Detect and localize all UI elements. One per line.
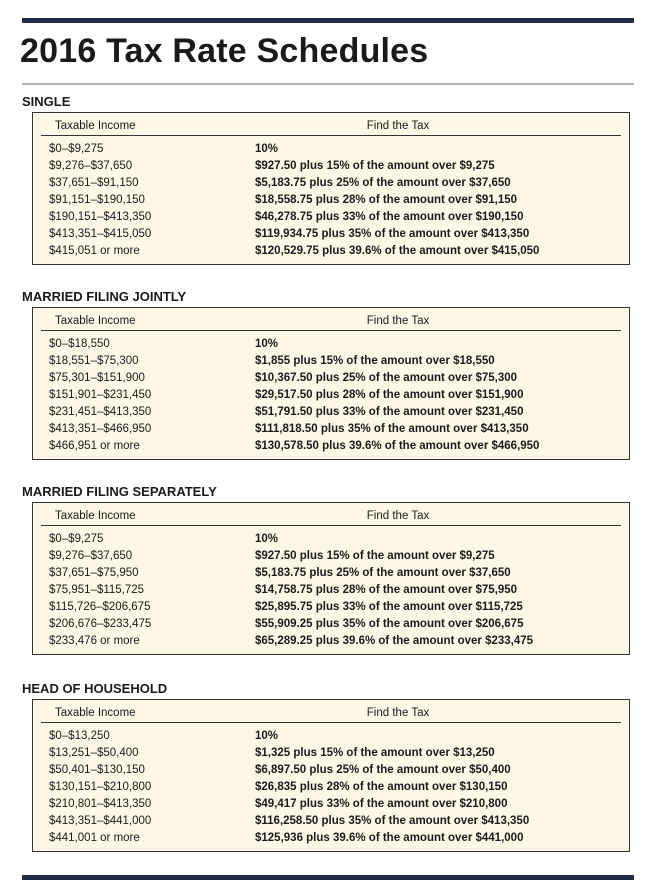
section-head-of-household (22, 679, 634, 852)
section-married-filing-jointly (22, 287, 634, 460)
income-cell: $190,151–$413,350 (49, 211, 152, 223)
income-cell: $413,351–$441,000 (49, 815, 152, 827)
income-cell: $130,151–$210,800 (49, 781, 152, 793)
tax-cell: $26,835 plus 28% of the amount over $130,150 (255, 781, 508, 793)
income-cell: $0–$9,275 (49, 533, 104, 545)
column-header-tax: Find the Tax (366, 707, 430, 719)
table-row (49, 141, 629, 158)
income-cell: $115,726–$206,675 (49, 601, 151, 613)
income-cell: $9,276–$37,650 (49, 160, 133, 172)
income-cell: $151,901–$231,450 (49, 389, 152, 401)
table-row (49, 243, 629, 260)
tax-cell: $18,558.75 plus 28% of the amount over $91,150 (255, 194, 518, 206)
tax-cell: $55,909.25 plus 35% of the amount over $206,675 (255, 618, 524, 630)
top-rule (22, 18, 634, 23)
tax-cell: 10% (255, 143, 279, 155)
bottom-rule (22, 875, 634, 880)
income-cell: $415,051 or more (49, 245, 140, 257)
column-header-row (41, 704, 621, 723)
table-row (49, 633, 629, 650)
tax-cell: $14,758.75 plus 28% of the amount over $75,950 (255, 584, 518, 596)
table-row (49, 387, 629, 404)
table-row (49, 175, 629, 192)
income-cell: $0–$9,275 (49, 143, 104, 155)
income-cell: $413,351–$466,950 (49, 423, 152, 435)
tax-cell: $49,417 plus 33% of the amount over $210,800 (255, 798, 508, 810)
tax-cell: $119,934.75 plus 35% of the amount over $413,350 (255, 228, 530, 240)
income-cell: $37,651–$75,950 (49, 567, 139, 579)
column-header-income: Taxable Income (55, 510, 136, 522)
table-row (49, 762, 629, 779)
tax-cell: 10% (255, 730, 279, 742)
table-row (49, 599, 629, 616)
income-cell: $206,676–$233,475 (49, 618, 152, 630)
tax-cell: $120,529.75 plus 39.6% of the amount over $415,050 (255, 245, 540, 257)
table-row (49, 404, 629, 421)
table-row (49, 582, 629, 599)
tax-cell: 10% (255, 338, 279, 350)
schedule-table (32, 502, 630, 655)
income-cell: $0–$13,250 (49, 730, 110, 742)
income-cell: $18,551–$75,300 (49, 355, 139, 367)
schedule-table (32, 307, 630, 460)
income-cell: $466,951 or more (49, 440, 140, 452)
tax-cell: $927.50 plus 15% of the amount over $9,275 (255, 550, 495, 562)
tax-cell: $29,517.50 plus 28% of the amount over $151,900 (255, 389, 524, 401)
page-title: 2016 Tax Rate Schedules (20, 32, 429, 70)
column-header-tax: Find the Tax (366, 510, 430, 522)
column-header-row (41, 312, 621, 331)
table-row (49, 353, 629, 370)
income-cell: $233,476 or more (49, 635, 140, 647)
tax-cell: $6,897.50 plus 25% of the amount over $50,400 (255, 764, 511, 776)
table-row (49, 728, 629, 745)
column-header-tax: Find the Tax (366, 315, 430, 327)
income-cell: $9,276–$37,650 (49, 550, 133, 562)
column-header-income: Taxable Income (55, 120, 136, 132)
table-row (49, 226, 629, 243)
tax-cell: $1,855 plus 15% of the amount over $18,550 (255, 355, 495, 367)
income-cell: $75,301–$151,900 (49, 372, 145, 384)
income-cell: $37,651–$91,150 (49, 177, 139, 189)
tax-cell: $46,278.75 plus 33% of the amount over $190,150 (255, 211, 524, 223)
table-row (49, 830, 629, 847)
table-row (49, 336, 629, 353)
income-cell: $0–$18,550 (49, 338, 110, 350)
section-heading: SINGLE (22, 94, 71, 109)
tax-cell: $5,183.75 plus 25% of the amount over $37,650 (255, 177, 511, 189)
tax-cell: $1,325 plus 15% of the amount over $13,250 (255, 747, 495, 759)
table-row (49, 796, 629, 813)
table-row (49, 779, 629, 796)
tax-cell: $25,895.75 plus 33% of the amount over $115,725 (255, 601, 523, 613)
column-header-row (41, 507, 621, 526)
income-cell: $210,801–$413,350 (49, 798, 152, 810)
table-row (49, 531, 629, 548)
table-row (49, 565, 629, 582)
table-row (49, 370, 629, 387)
title-rule (22, 83, 634, 85)
section-married-filing-separately (22, 482, 634, 655)
column-header-row (41, 117, 621, 136)
income-cell: $231,451–$413,350 (49, 406, 152, 418)
table-row (49, 616, 629, 633)
table-row (49, 745, 629, 762)
column-header-income: Taxable Income (55, 315, 136, 327)
column-header-income: Taxable Income (55, 707, 136, 719)
tax-cell: $51,791.50 plus 33% of the amount over $231,450 (255, 406, 524, 418)
income-cell: $441,001 or more (49, 832, 140, 844)
table-row (49, 438, 629, 455)
table-row (49, 813, 629, 830)
tax-cell: $125,936 plus 39.6% of the amount over $441,000 (255, 832, 524, 844)
section-heading: MARRIED FILING SEPARATELY (22, 484, 217, 499)
schedule-table (32, 112, 630, 265)
section-single (22, 92, 634, 265)
tax-cell: $10,367.50 plus 25% of the amount over $75,300 (255, 372, 518, 384)
tax-cell: $65,289.25 plus 39.6% of the amount over $233,475 (255, 635, 534, 647)
income-cell: $50,401–$130,150 (49, 764, 145, 776)
table-row (49, 158, 629, 175)
tax-cell: $111,818.50 plus 35% of the amount over $413,350 (255, 423, 529, 435)
tax-cell: $5,183.75 plus 25% of the amount over $37,650 (255, 567, 511, 579)
tax-cell: $927.50 plus 15% of the amount over $9,275 (255, 160, 495, 172)
tax-cell: 10% (255, 533, 279, 545)
income-cell: $75,951–$115,725 (49, 584, 145, 596)
column-header-tax: Find the Tax (366, 120, 430, 132)
income-cell: $413,351–$415,050 (49, 228, 152, 240)
tax-cell: $130,578.50 plus 39.6% of the amount over $466,950 (255, 440, 540, 452)
section-heading: MARRIED FILING JOINTLY (22, 289, 187, 304)
table-row (49, 548, 629, 565)
schedule-table (32, 699, 630, 852)
income-cell: $13,251–$50,400 (49, 747, 139, 759)
table-row (49, 209, 629, 226)
table-row (49, 192, 629, 209)
section-heading: HEAD OF HOUSEHOLD (22, 681, 168, 696)
table-row (49, 421, 629, 438)
income-cell: $91,151–$190,150 (49, 194, 145, 206)
tax-cell: $116,258.50 plus 35% of the amount over $413,350 (255, 815, 530, 827)
